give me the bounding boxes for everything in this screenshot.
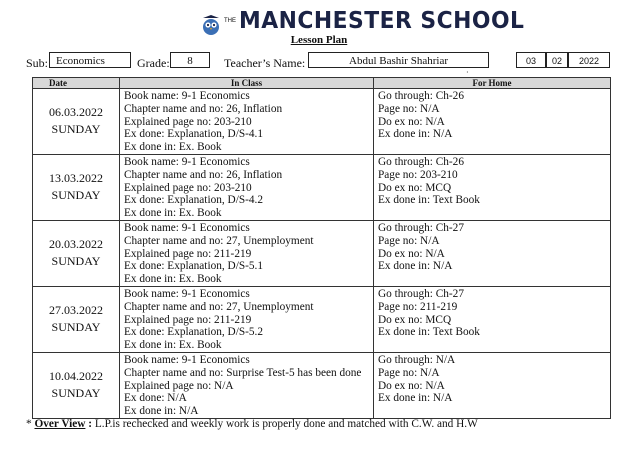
for-home-ex-done-in: Ex done in: N/A: [378, 392, 453, 405]
table-row: [33, 286, 611, 352]
in-class-ex-done-in: Ex done in: Ex. Book: [124, 141, 222, 154]
day-name: SUNDAY: [51, 188, 101, 203]
grade-label: Grade:: [137, 56, 170, 70]
teacher-value: Abdul Bashir Shahriar: [349, 55, 448, 67]
in-class-pages: Explained page no: 211-219: [124, 313, 252, 326]
in-class-chapter: Chapter name and no: 27, Unemployment: [124, 300, 314, 313]
table-header-row: [33, 78, 611, 89]
date-cell: [33, 220, 120, 286]
for-home-ex-done-in: Ex done in: N/A: [378, 260, 453, 273]
for-home-do-ex: Do ex no: N/A: [378, 379, 445, 392]
for-home-page: Page no: 211-219: [378, 300, 458, 313]
in-class-chapter: Chapter name and no: 26, Inflation: [124, 168, 283, 181]
page-title: Lesson Plan: [290, 34, 348, 46]
subject-field[interactable]: [49, 52, 131, 68]
for-home-go-through: Go through: Ch-26: [378, 155, 464, 168]
overview-note: [26, 418, 478, 430]
date-cell: [33, 89, 120, 155]
column-header-date: Date: [33, 78, 120, 89]
date-cell: [33, 286, 120, 352]
in-class-cell: [120, 352, 374, 418]
overview-colon: :: [88, 418, 93, 430]
for-home-do-ex: Do ex no: MCQ: [378, 181, 452, 194]
in-class-pages: Explained page no: 203-210: [124, 115, 252, 128]
for-home-page: Page no: N/A: [378, 234, 440, 247]
in-class-book: Book name: 9-1 Economics: [124, 287, 250, 300]
year-value: 2022: [578, 56, 600, 66]
for-home-cell: [374, 352, 611, 418]
in-class-chapter: Chapter name and no: 27, Unemployment: [124, 234, 314, 247]
date-value: 06.03.2022: [49, 105, 103, 120]
date-value: 13.03.2022: [49, 171, 103, 186]
in-class-ex-done: Ex done: Explanation, D/S-4.1: [124, 128, 263, 141]
in-class-cell: [120, 286, 374, 352]
date-value: 27.03.2022: [49, 303, 103, 318]
overview-label: Over View: [34, 418, 86, 430]
for-home-cell: [374, 89, 611, 155]
in-class-ex-done-in: Ex done in: Ex. Book: [124, 339, 222, 352]
date-cell: [33, 352, 120, 418]
subject-label: Sub:: [26, 56, 49, 70]
for-home-page: Page no: N/A: [378, 102, 440, 115]
month-field[interactable]: [546, 52, 568, 68]
in-class-cell: [120, 154, 374, 220]
in-class-cell: [120, 89, 374, 155]
for-home-do-ex: Do ex no: N/A: [378, 247, 445, 260]
for-home-do-ex: Do ex no: N/A: [378, 115, 445, 128]
teacher-field[interactable]: [308, 52, 489, 68]
school-name: MANCHESTER SCHOOL: [239, 8, 525, 34]
in-class-book: Book name: 9-1 Economics: [124, 155, 250, 168]
overview-star: *: [26, 418, 32, 430]
table-row: [33, 89, 611, 155]
in-class-ex-done: Ex done: Explanation, D/S-5.2: [124, 326, 263, 339]
table-row: [33, 154, 611, 220]
for-home-ex-done-in: Ex done in: Text Book: [378, 194, 480, 207]
for-home-cell: [374, 220, 611, 286]
day-value: 03: [525, 56, 536, 66]
year-field[interactable]: [568, 52, 610, 68]
logo-the-text: THE: [224, 18, 236, 24]
for-home-go-through: Go through: Ch-27: [378, 287, 464, 300]
for-home-page: Page no: 203-210: [378, 168, 458, 181]
for-home-go-through: Go through: Ch-26: [378, 90, 464, 102]
school-logo: [200, 6, 539, 36]
in-class-ex-done: Ex done: Explanation, D/S-4.2: [124, 194, 263, 207]
table-row: [33, 352, 611, 418]
table-row: [33, 220, 611, 286]
month-value: 02: [551, 56, 562, 66]
in-class-ex-done-in: Ex done in: Ex. Book: [124, 273, 222, 286]
in-class-cell: [120, 220, 374, 286]
in-class-book: Book name: 9-1 Economics: [124, 90, 250, 102]
in-class-book: Book name: 9-1 Economics: [124, 221, 250, 234]
day-name: SUNDAY: [51, 320, 101, 335]
in-class-ex-done-in: Ex done in: Ex. Book: [124, 207, 222, 220]
grade-value: 8: [187, 55, 193, 67]
day-name: SUNDAY: [51, 386, 101, 401]
day-name: SUNDAY: [51, 122, 101, 137]
for-home-go-through: Go through: Ch-27: [378, 221, 464, 234]
overview-text: L.P.is rechecked and weekly work is properly done and matched with C.W. and H.W: [94, 418, 478, 430]
teacher-label: Teacher’s Name:: [224, 56, 306, 70]
day-field[interactable]: [516, 52, 546, 68]
in-class-chapter: Chapter name and no: 26, Inflation: [124, 102, 283, 115]
in-class-ex-done: Ex done: Explanation, D/S-5.1: [124, 260, 263, 273]
separator-dot: ·: [466, 68, 469, 77]
owl-logo-icon: [200, 14, 222, 36]
date-cell: [33, 154, 120, 220]
for-home-cell: [374, 286, 611, 352]
in-class-pages: Explained page no: N/A: [124, 379, 234, 392]
for-home-ex-done-in: Ex done in: N/A: [378, 128, 453, 141]
day-name: SUNDAY: [51, 254, 101, 269]
in-class-chapter: Chapter name and no: Surprise Test-5 has been done: [124, 366, 362, 379]
in-class-ex-done-in: Ex done in: N/A: [124, 405, 199, 418]
in-class-book: Book name: 9-1 Economics: [124, 353, 250, 366]
grade-field[interactable]: [170, 52, 210, 68]
for-home-ex-done-in: Ex done in: Text Book: [378, 326, 480, 339]
date-value: 10.04.2022: [49, 369, 103, 384]
in-class-pages: Explained page no: 203-210: [124, 181, 252, 194]
in-class-pages: Explained page no: 211-219: [124, 247, 252, 260]
subject-value: Economics: [56, 55, 105, 67]
lesson-plan-table: [32, 77, 611, 419]
date-value: 20.03.2022: [49, 237, 103, 252]
in-class-ex-done: Ex done: N/A: [124, 392, 187, 405]
for-home-cell: [374, 154, 611, 220]
for-home-go-through: Go through: N/A: [378, 353, 456, 366]
column-header-for-home: For Home: [374, 78, 611, 89]
for-home-page: Page no: N/A: [378, 366, 440, 379]
for-home-do-ex: Do ex no: MCQ: [378, 313, 452, 326]
column-header-in-class: In Class: [120, 78, 374, 89]
